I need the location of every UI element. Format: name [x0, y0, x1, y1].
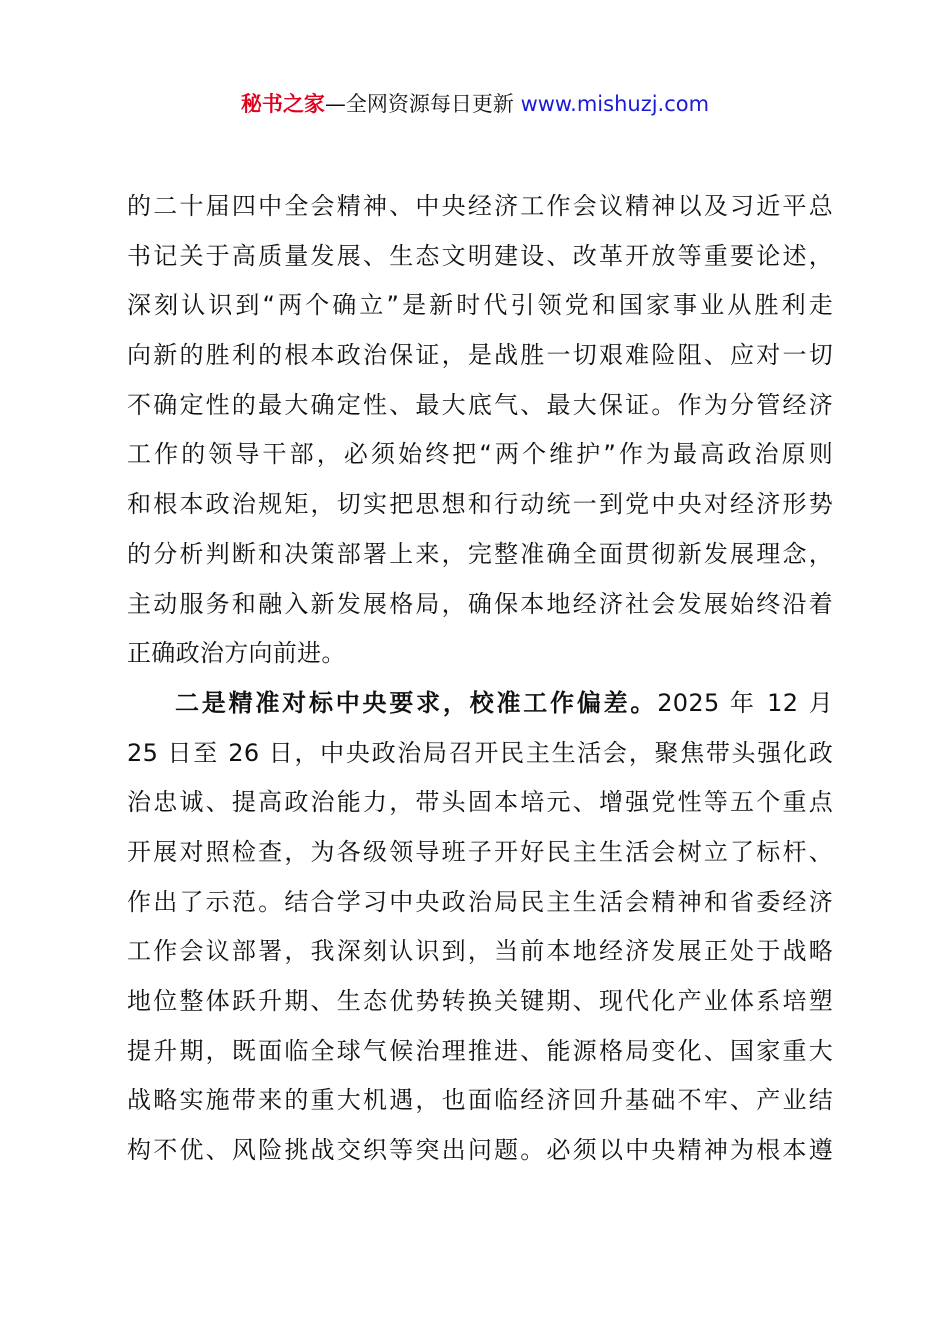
text-line: 治忠诚、提高政治能力，带头固本培元、增强党性等五个重点	[127, 788, 833, 817]
page-header	[0, 88, 950, 120]
text-line: 书记关于高质量发展、生态文明建设、改革开放等重要论述，	[127, 241, 833, 270]
text-line: 不确定性的最大确定性、最大底气、最大保证。作为分管经济	[127, 390, 833, 419]
text-line: 25 日至 26 日，中央政治局召开民主生活会，聚焦带头强化政	[127, 738, 833, 767]
text-line: 工作会议部署，我深刻认识到，当前本地经济发展正处于战略	[127, 937, 833, 966]
text-line: 开展对照检查，为各级领导班子开好民主生活会树立了标杆、	[127, 837, 833, 866]
text-line: 的分析判断和决策部署上来，完整准确全面贯彻新发展理念，	[127, 539, 833, 568]
brand-name: 秘书之家	[240, 92, 325, 116]
website-link[interactable]: www.mishuzj.com	[520, 92, 710, 116]
text-line: 提升期，既面临全球气候治理推进、能源格局变化、国家重大	[127, 1036, 833, 1065]
text-line: 主动服务和融入新发展格局，确保本地经济社会发展始终沿着	[127, 589, 833, 618]
text-line: 正确政治方向前进。	[127, 639, 346, 668]
text-line: 深刻认识到“两个确立”是新时代引领党和国家事业从胜利走	[127, 291, 833, 320]
header-tagline: —全网资源每日更新	[324, 92, 514, 116]
text-line: 地位整体跃升期、生态优势转换关键期、现代化产业体系培塑	[127, 987, 833, 1015]
text-line: 作出了示范。结合学习中央政治局民主生活会精神和省委经济	[127, 887, 833, 916]
text-line: 战略实施带来的重大机遇，也面临经济回升基础不牢、产业结	[127, 1086, 833, 1115]
paragraph-2-first-line	[127, 679, 833, 729]
paragraph-2	[127, 679, 833, 1176]
paragraph-1	[127, 182, 833, 679]
document-body	[127, 182, 833, 1176]
text-line: 和根本政治规矩，切实把思想和行动统一到党中央对经济形势	[127, 490, 833, 519]
text-line: 工作的领导干部，必须始终把“两个维护”作为最高政治原则	[127, 440, 833, 469]
text-fragment: 2025 年 12 月	[657, 688, 833, 717]
text-line: 向新的胜利的根本政治保证，是战胜一切艰难险阻、应对一切	[127, 341, 833, 370]
text-line: 的二十届四中全会精神、中央经济工作会议精神以及习近平总	[127, 192, 833, 220]
paragraph-heading: 二是精准对标中央要求，校准工作偏差。	[175, 688, 658, 717]
text-line: 构不优、风险挑战交织等突出问题。必须以中央精神为根本遵	[127, 1136, 833, 1165]
